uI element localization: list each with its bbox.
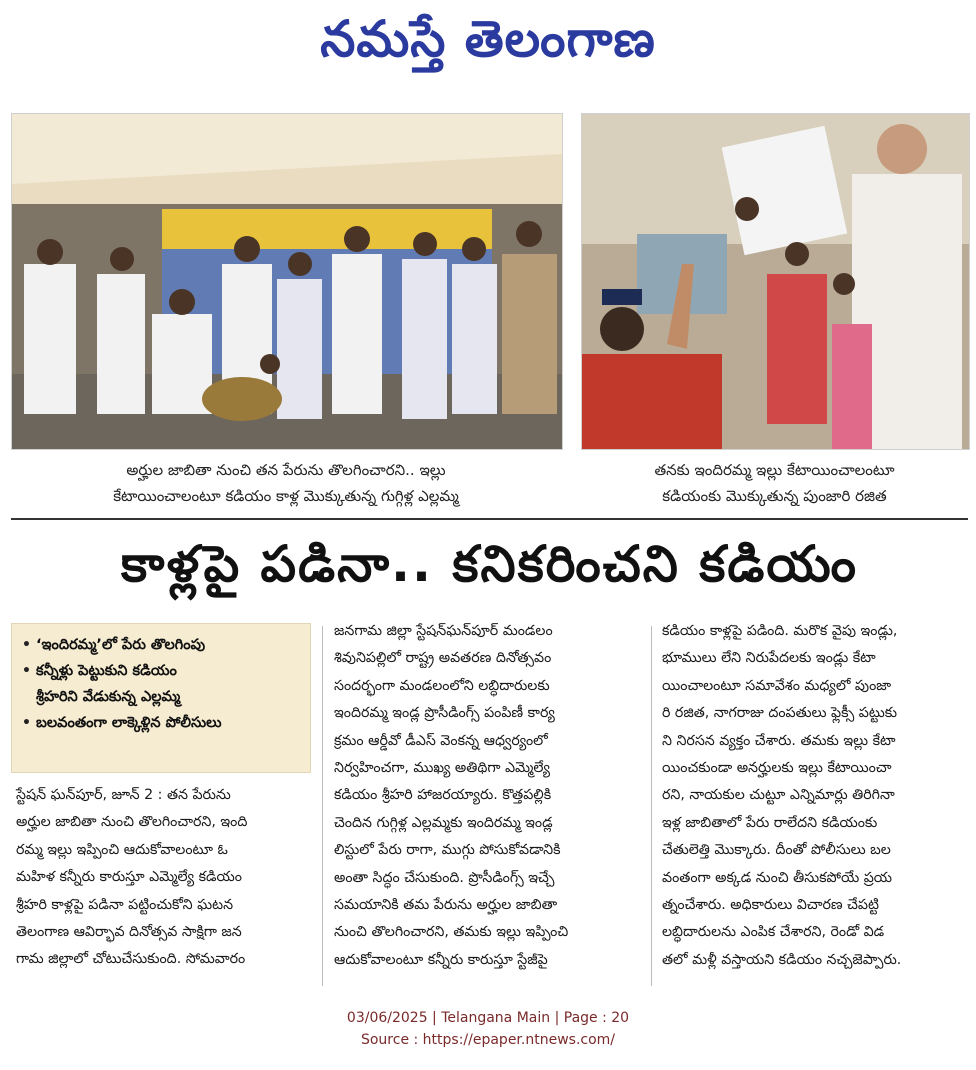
photo-left-caption [11,457,561,509]
article-line: కడియం కాళ్లపై పడింది. మరొక వైపు ఇండ్లు, [662,623,898,639]
article-line: లిస్టులో పేరు రాగా, ముగ్గు పోసుకోవడానికి [334,842,561,859]
photo-right [581,113,970,450]
article-line: జనగామ జిల్లా స్టేషన్‌ఘన్‌పూర్ మండలం [334,623,553,639]
article-line: త్నంచేశారు. అధికారులు విచారణ చేపట్టి [662,897,879,914]
article-line: నిర్వహించగా, ముఖ్య అతిథిగా ఎమ్మెల్యే [334,760,550,777]
article-line: లబ్ధిదారులను ఎంపిక చేశారని, రెండో విడ [662,924,885,941]
highlight-text: శ్రీహరిని వేడుకున్న ఎల్లమ్మ [36,689,181,705]
article-line: భూములు లేని నిరుపేదలకు ఇండ్లు కేటా [662,650,876,667]
article-line: చేతులెత్తి మొక్కారు. దీంతో పోలీసులు బల [662,842,891,859]
article-line: ని నిరసన వ్యక్తం చేశారు. తమకు ఇల్లు కేటా [662,732,896,749]
highlight-item [22,658,300,684]
column-divider [651,626,652,986]
article-line: అంతా సిద్ధం చేసుకుంది. ప్రొసీడింగ్స్ ఇచ్చే [334,869,555,886]
article-line: ఇళ్ల జాబితాలో పేరు రాలేదని కడియంకు [662,814,878,831]
highlight-item [22,632,300,658]
bullet-icon: • [22,637,31,653]
footer-date-edition: 03/06/2025 | Telangana Main | Page : 20 [346,1010,630,1026]
photo-right-caption [581,457,968,509]
article-line: మహిళ కన్నీరు కారుస్తూ ఎమ్మెల్యే కడియం [16,869,242,886]
article-line: యించాలంటూ సమావేశం మధ్యలో పుంజా [662,677,892,694]
photo-right-illustration [582,114,969,449]
bullet-icon: • [22,715,31,731]
article-line: కడియం శ్రీహరి హాజరయ్యారు. కొత్తపల్లికి [334,787,552,804]
article-line: తెలంగాణ ఆవిర్భావ దినోత్సవ సాక్షిగా జన [16,924,242,941]
column-divider [322,626,323,986]
article-line: యించకుండా అనర్హులకు ఇల్లు కేటాయించా [662,760,892,777]
article-line: రని, నాయకుల చుట్టూ ఎన్నిమార్లు తిరిగినా [662,787,895,804]
photo-left-caption-line2: కేటాయించాలంటూ కడియం కాళ్ల మొక్కుతున్న గుగ్గిళ్ల ఎల్లమ్మ [113,487,459,505]
photo-right-caption-line2: కడియంకు మొక్కుతున్న పుంజారి రజిత [662,487,887,505]
bullet-icon: • [22,663,31,679]
article-line: క్రమం ఆర్డీవో డీఎస్ వెంకన్న ఆధ్వర్యంలో [334,732,548,749]
footer-source-link[interactable]: Source : https://epaper.ntnews.com/ [360,1032,616,1048]
article-line: తలో మళ్లీ వస్తాయని కడియం నచ్చజెప్పారు. [662,951,902,968]
photo-left-illustration [12,114,562,449]
headline: కాళ్లపై పడినా.. కనికరించని కడియం [120,535,858,593]
article-column-1 [16,782,312,974]
article-line: నుంచి తొలగించారని, తమకు ఇల్లు ఇప్పించి [334,924,569,941]
photo-right-caption-line1: తనకు ఇందిరమ్మ ఇల్లు కేటాయించాలంటూ [654,461,895,479]
article-line: శ్రీహరి కాళ్లపై పడినా పట్టించుకోని ఘటన [16,896,234,913]
photo-left-caption-line1: అర్హుల జాబితా నుంచి తన పేరును తొలగించారని.. ఇల్లు [126,461,446,479]
highlights-box [11,623,311,773]
article-line: సందర్భంగా మండలంలోని లబ్ధిదారులకు [334,677,550,694]
highlight-text: బలవంతంగా లాక్కెళ్లిన పోలీసులు [36,715,222,731]
highlight-text: కన్నీళ్లు పెట్టుకుని కడియం [36,663,177,679]
article-line: చెందిన గుగ్గిళ్ల ఎల్లమ్మకు ఇందిరమ్మ ఇండ్ల [334,814,553,831]
article-column-2 [334,618,640,974]
photo-left [11,113,563,450]
article-line: స్టేషన్ ఘన్‌పూర్, జూన్ 2 : తన పేరును [16,787,231,803]
masthead-title: నమస్తే తెలంగాణ [320,10,656,68]
article-line: రి రజిత, నాగరాజు దంపతులు ఫ్లెక్సీ పట్టుకు [662,705,898,722]
caption-divider-rule [11,518,968,520]
article-line: వంతంగా అక్కడ నుంచి తీసుకపోయే ప్రయ [662,869,893,886]
highlight-text: ‘ఇందిరమ్మ’లో పేరు తొలగింపు [36,637,206,653]
article-line: గామ జిల్లాలో చోటుచేసుకుంది. సోమవారం [16,951,246,968]
highlight-item [22,710,300,736]
article-line: శివునిపల్లిలో రాష్ట్ర అవతరణ దినోత్సవం [334,650,552,667]
highlight-item [22,684,300,710]
article-line: సమయానికి తమ పేరును అర్హుల జాబితా [334,897,558,914]
article-column-3 [662,618,968,974]
article-line: రమ్మ ఇల్లు ఇప్పించి ఆదుకోవాలంటూ ఓ [16,841,228,858]
article-line: ఇందిరమ్మ ఇండ్ల ప్రొసీడింగ్స్ పంపిణీ కార్య [334,705,555,722]
article-line: అర్హుల జాబితా నుంచి తొలగించారని, ఇంది [16,814,248,831]
article-line: ఆదుకోవాలంటూ కన్నీరు కారుస్తూ స్టేజీపై [334,951,548,968]
